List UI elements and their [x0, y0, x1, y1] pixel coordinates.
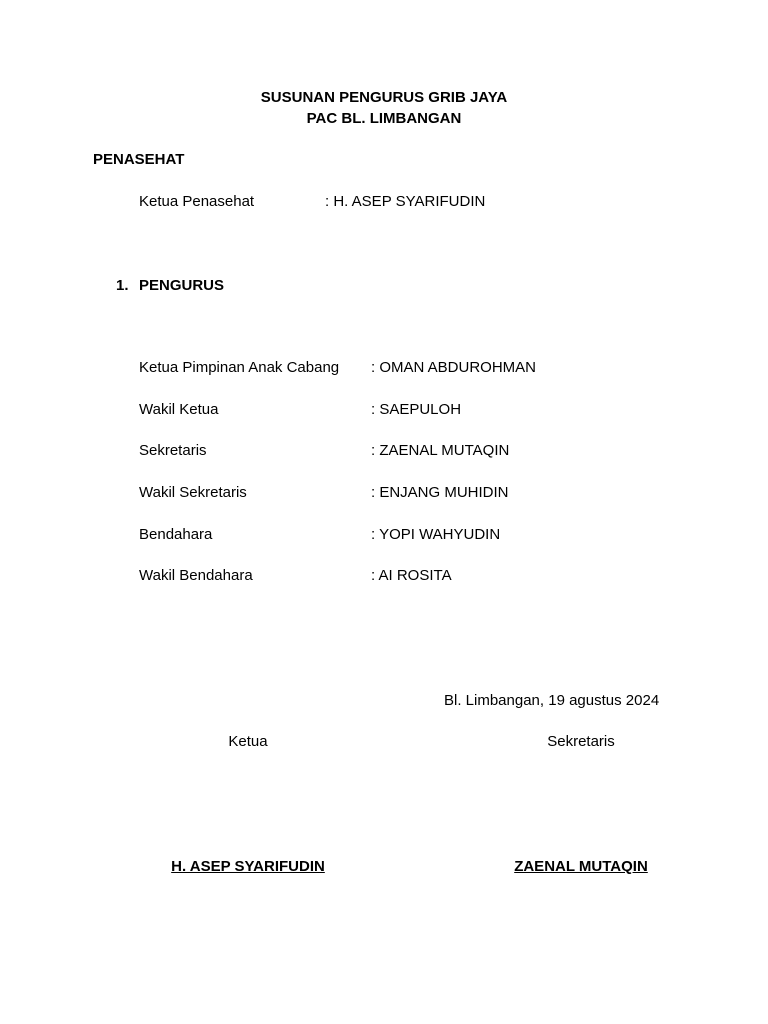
board-row-label: Wakil Sekretaris [139, 484, 247, 501]
board-section-number: 1. [116, 277, 129, 294]
advisor-role-label: Ketua Penasehat [139, 193, 255, 210]
board-row-value: : YOPI WAHYUDIN [371, 526, 501, 543]
signature-name-right: ZAENAL MUTAQIN [514, 858, 648, 875]
board-row-label: Sekretaris [139, 442, 207, 459]
signature-role-left: Ketua [228, 733, 268, 750]
board-row-label: Wakil Ketua [139, 401, 219, 418]
document-subtitle: PAC BL. LIMBANGAN [306, 110, 462, 127]
signature-role-right: Sekretaris [547, 733, 615, 750]
document-title: SUSUNAN PENGURUS GRIB JAYA [260, 89, 508, 106]
board-heading: PENGURUS [139, 277, 225, 294]
board-row-label: Wakil Bendahara [139, 567, 253, 584]
board-row-value: : AI ROSITA [371, 567, 452, 584]
board-row-label: Ketua Pimpinan Anak Cabang [139, 359, 340, 376]
advisor-heading: PENASEHAT [93, 151, 185, 168]
place-date: Bl. Limbangan, 19 agustus 2024 [444, 692, 660, 709]
board-row-value: : ZAENAL MUTAQIN [371, 442, 510, 459]
board-row-value: : ENJANG MUHIDIN [371, 484, 509, 501]
board-row-value: : OMAN ABDUROHMAN [371, 359, 537, 376]
board-row-label: Bendahara [139, 526, 213, 543]
advisor-role-value: : H. ASEP SYARIFUDIN [325, 193, 486, 210]
board-row-value: : SAEPULOH [371, 401, 462, 418]
signature-name-left: H. ASEP SYARIFUDIN [171, 858, 325, 875]
